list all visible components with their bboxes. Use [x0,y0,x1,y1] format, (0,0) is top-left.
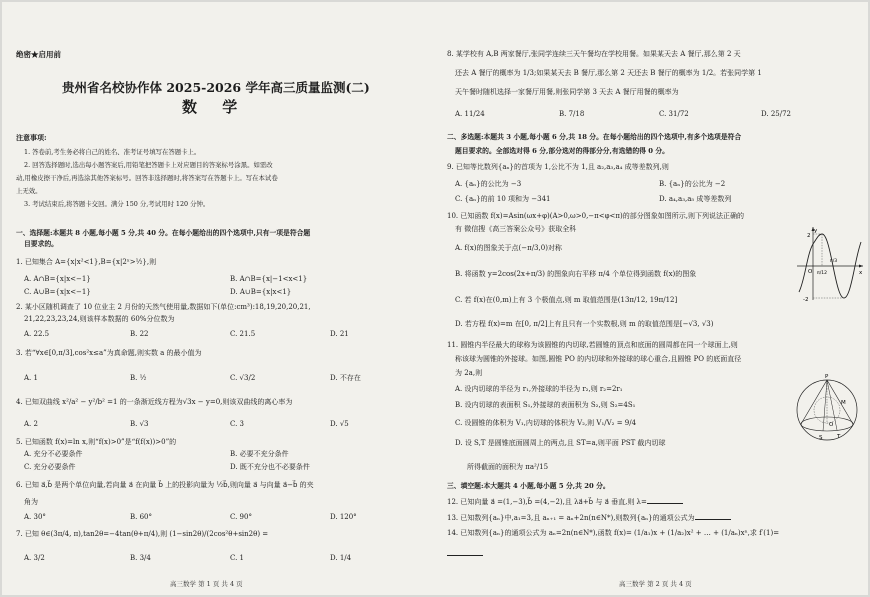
q9-option-c: C. {aₙ}的前 10 项和为 −341 [455,195,551,203]
q2-option-b: B. 22 [130,330,149,338]
q4-stem: 4. 已知双曲线 x²/a² − y²/b² =1 的一条渐近线方程为√3x − y=0,则该双曲线的离心率为 [16,398,293,406]
notice-2-cont: 动,用橡皮擦干净后,再选涂其他答案标号。回答非选择题时,将答案写在答题卡上。写在本试卷 [16,174,278,182]
label-t: T [837,434,841,440]
q8-option-a: A. 11/24 [455,110,485,118]
q5-stem: 5. 已知函数 f(x)=ln x,则“f(x)>0”是“f(f(x))>0”的 [16,438,177,446]
q11-stem-line3: 为 2a,则 [455,369,483,377]
y-axis-label: y [814,228,818,234]
section1-heading-cont: 目要求的。 [24,240,58,248]
q1-option-d: D. A∪B={x|x<1} [230,288,292,296]
notice-heading: 注意事项: [16,133,47,142]
q10-option-b: B. 将函数 y=2cos(2x+π/3) 的图象向右平移 π/4 个单位得到函数 f(x)的图象 [455,270,697,278]
notice-2: 2. 回答选择题时,选出每小题答案后,用铅笔把答题卡上对应题目的答案标号涂黑。如需改 [24,161,273,169]
x-axis-arrow [859,265,863,268]
q7-option-d: D. 1/4 [330,554,352,562]
q1-option-a: A. A∩B={x|x<−1} [24,275,91,283]
q3-option-d: D. 不存在 [330,374,361,382]
right-page [439,2,868,595]
q11-option-b: B. 设内切球的表面积 S₁,外接球的表面积为 S₂,则 S₂=4S₁ [455,401,636,409]
q2-option-c: C. 21.5 [230,330,256,338]
q14-answer-blank [447,548,483,556]
q8-stem-line2: 还去 A 餐厅的概率为 1/3;如果某天去 B 餐厅,那么第 2 天还去 B 餐厅的概率为 1/2。若张同学第 1 [455,69,762,77]
left-page-footer: 高三数学 第 1 页 共 4 页 [170,580,243,588]
q3-option-b: B. ½ [130,374,147,382]
q11-option-a: A. 设内切球的半径为 r₁,外接球的半径为 r₂,则 r₂=2r₁ [455,385,623,393]
q6-stem-cont: 角为 [24,498,38,506]
q10-stem: 10. 已知函数 f(x)=Asin(ωx+φ)(A>0,ω>0,−π<φ<π)的部分图象如图所示,则下列说法正确的 [447,212,744,220]
q8-stem: 8. 某学校有 A,B 两家餐厅,张同学连续三天午餐均在学校用餐。如果某天去 A 餐厅,那么第 2 天 [447,50,741,58]
q7-stem: 7. 已知 θ∈(3π/4, π),tan2θ=−4tan(θ+π/4),则 (1−sin2θ)/(2cos²θ+sin2θ) = [16,530,269,538]
q5-option-c: C. 充分必要条件 [24,463,76,471]
y-tick-top: 2 [807,233,811,239]
q7-option-b: B. 3/4 [130,554,151,562]
q13-stem [447,512,731,523]
q4-option-c: C. 3 [230,420,245,428]
q11-option-d: D. 设 S,T 是圆锥底面圆周上的两点,且 ST=a,则平面 PST 截内切球 [455,439,666,447]
q12-stem [447,496,683,507]
q2-stem-cont: 21,22,23,23,24,则该样本数据的 60%分位数为 [24,315,175,323]
q6-stem: 6. 已知 a⃗,b⃗ 是两个单位向量,若向量 a⃗ 在向量 b⃗ 上的投影向量为 ½b⃗,则向量 a⃗ 与向量 a⃗−b⃗ 的夹 [16,481,314,489]
notice-2-end: 上无效。 [16,187,42,195]
q6-option-a: A. 30° [24,513,46,521]
q10-function-graph [793,224,865,304]
subject-title: 数 学 [182,98,248,116]
q8-option-c: C. 31/72 [659,110,689,118]
q13-text: 13. 已知数列{aₙ}中,a₁=3,且 aₙ₊₁ = aₙ+2n(n∈N*),则数列{aₙ}的通项公式为 [447,514,695,522]
q9-option-d: D. a₄,a₃,a₅ 成等差数列 [659,195,732,203]
left-page [2,2,435,595]
cone-edge-right [827,380,853,424]
q6-option-d: D. 120° [330,513,357,521]
q10-option-a: A. f(x)的图象关于点(−π/3,0)对称 [455,244,562,252]
q13-answer-blank [695,512,731,520]
q2-option-a: A. 22.5 [24,330,50,338]
exam-sheet [2,2,868,595]
q2-stem: 2. 某小区随机调查了 10 位业主 2 月份的天然气使用量,数据如下(单位:cm³):18,19,20,20,21, [16,303,311,311]
q10-stem-cont: 有 微信搜《高三答案公众号》获取全科 [455,225,577,233]
exam-title: 贵州省名校协作体 2025-2026 学年高三质量监测(二) [62,80,370,95]
q14-stem: 14. 已知数列{aₙ}的通项公式为 aₙ=2n(n∈N*),函数 f(x)= (1/a₁)x + (1/a₂)x² + … + (1/aₙ)xⁿ,求 f′(1)= [447,529,780,537]
q14-answer-line [447,548,483,559]
q11-option-d-cont: 所得截面的面积为 πa²/15 [467,463,549,471]
q10-option-d: D. 若方程 f(x)=m 在[0, π/2]上有且只有一个实数根,则 m 的取值范围是[−√3, √3) [455,320,714,328]
q6-option-b: B. 60° [130,513,153,521]
q12-text: 12. 已知向量 a⃗ =(1,−3),b⃗ =(4,−2),且 λa⃗+b⃗ 与 a⃗ 垂直,则 λ= [447,498,647,506]
q7-option-c: C. 1 [230,554,245,562]
label-s: S [819,435,823,441]
q3-option-a: A. 1 [24,374,38,382]
q2-option-d: D. 21 [330,330,349,338]
q5-option-b: B. 必要不充分条件 [230,450,289,458]
section2-heading-cont: 题目要求的。全部选对得 6 分,部分选对的得部分分,有选错的得 0 分。 [455,147,669,155]
confidential-mark: 绝密★启用前 [16,50,61,59]
q11-stem-line2: 称该球为圆锥的外接球。如图,圆锥 PO 的内切球和外接球的球心重合,且圆锥 PO 的底面直径 [455,355,742,363]
q9-stem: 9. 已知等比数列{aₙ}的首项为 1,公比不为 1,且 a₂,a₃,a₄ 成等差数列,则 [447,163,669,171]
q9-option-b: B. {aₙ}的公比为 −2 [659,180,726,188]
q7-option-a: A. 3/2 [24,554,45,562]
section2-heading: 二、多选题:本题共 3 小题,每小题 6 分,共 18 分。在每小题给出的四个选项中,有多个选项是符合 [447,133,742,141]
q1-option-b: B. A∩B={x|−1<x<1} [230,275,308,283]
cone-edge-left [801,380,827,424]
notice-3: 3. 考试结束后,将答题卡交回。满分 150 分,考试用时 120 分钟。 [24,200,210,208]
section1-heading: 一、选择题:本题共 8 小题,每小题 5 分,共 40 分。在每小题给出的四个选项中,只有一项是符合题 [16,229,311,237]
x-axis-label: x [859,270,863,276]
q4-option-b: B. √3 [130,420,149,428]
q5-option-a: A. 充分不必要条件 [24,450,83,458]
origin-label: O [808,269,813,275]
q4-option-a: A. 2 [24,420,38,428]
q6-option-c: C. 90° [230,513,252,521]
y-tick-bottom: -2 [803,297,809,303]
cone-sphere-figure [793,370,863,450]
q1-stem: 1. 已知集合 A={x|x²<1},B={x|2ˣ>½},则 [16,258,157,266]
notice-1: 1. 答卷前,考生务必将自己的姓名、准考证号填写在答题卡上。 [24,148,201,156]
right-page-footer: 高三数学 第 2 页 共 4 页 [619,580,692,588]
q8-option-b: B. 7/18 [559,110,585,118]
label-o: O [829,422,834,428]
q9-option-a: A. {aₙ}的公比为 −3 [455,180,522,188]
label-m: M [841,400,846,406]
q5-option-d: D. 既不充分也不必要条件 [230,463,310,471]
label-p: P [825,374,829,380]
cone-edge-s [823,380,827,431]
q11-stem: 11. 圆锥内半径最大的球称为该圆锥的内切球,若圆锥的顶点和底面的圆周都在同一个球面上,则 [447,341,738,349]
q12-answer-blank [647,496,683,504]
q8-stem-line3: 天午餐时随机选择一家餐厅用餐,则张同学第 3 天去 A 餐厅用餐的概率为 [455,88,679,96]
section3-heading: 三、填空题:本大题共 4 小题,每小题 5 分,共 20 分。 [447,482,610,490]
q4-option-d: D. √5 [330,420,349,428]
q10-option-c: C. 若 f(x)在(0,m)上有 3 个极值点,则 m 取值范围是(13π/12, 19π/12] [455,296,678,304]
q1-option-c: C. A∪B={x|x<−1} [24,288,91,296]
q3-stem: 3. 若“∀x∈[0,π/3],cos²x≤a”为真命题,则实数 a 的最小值为 [16,349,202,357]
x-tick-pi-12: π/12 [817,271,827,276]
q8-option-d: D. 25/72 [761,110,791,118]
q3-option-c: C. √3/2 [230,374,256,382]
q11-option-c: C. 设圆锥的体积为 V₁,内切球的体积为 V₂,则 V₁/V₂ = 9/4 [455,419,637,427]
x-tick-pi-3: π/3 [830,259,838,264]
